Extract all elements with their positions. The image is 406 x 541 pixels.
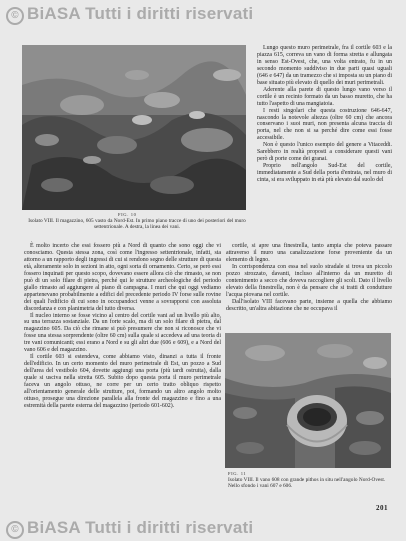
- paragraph: È molto incerto che essi fossero più a Nord di quanto che sono oggi che vi conosciamo. Questa stessa zona, così come l'ingresso settentrionale, infatti, sta attorno a un rapporto degli ingressi di cui si rendono segno delle strutture di questa età, alteramente solo in sezioni in atto, ogni sorta di ornamento. Certo, se però essi fossero inquinati per questo scopo, dovevano essere allora ciò che rimasto, se non può di un solo filare di pietra, perché qui le strutture archeologiche del periodo giallo rimasto ad aggiungere al piano di campagna. I muri che qui oggi vediamo appartenevano probabilmente a edifici del precedente periodo IV forse sulle rovine dei quali l'edificio di cui sono in occupandoci venne a sovrapporsi con assoluta discordanza e con planimetria del tutto diversa.: [24, 243, 221, 312]
- figure-10-caption: Isolato VIII. Il magazzino, 605 vasto da Nord-Est. In primo piano tracce di uno dei posteriori del muro settentrionale. A destra, la linea dei vani.: [28, 218, 246, 231]
- page-number: 201: [376, 504, 388, 512]
- copyright-icon: ©: [6, 521, 24, 539]
- text-column-right-middle: [226, 243, 392, 313]
- text-column-left-bottom: [24, 243, 221, 410]
- figure-11-label: FIG. 11: [228, 471, 247, 476]
- figure-11-photo: [225, 333, 391, 468]
- text-column-right-top: [257, 45, 392, 184]
- watermark-text-bottom: BiASA Tutti i diritti riservati: [27, 518, 254, 537]
- paragraph: In corrispondenza con essa nel suolo stradale si trova un piccolo pozzo strozzato, davanti, incluso all'interno da un muretto di contenimento a secco che doveva raccogliere gli scoli. Dato il livello elevato della finestrella, non è da pensare che si tratti di condutture l'acqua piovana nel cortile.: [226, 263, 392, 298]
- paragraph: Il nucleo interno se fosse vicino al centro del cortile vani ad un livello più alto, su una terrazza sostanziale. Da un forte scalo, ma di un solo filare di pietra, dal magazzino 605. Da ciò che rimane si può presumere che non si riconosce che vi fosse una stessa sorprendente (oltre 60 cm) sulla quale si accedeva ad una teoria di tre vani comunicanti; essi erano a Nord e su gli altri due (606 e 609), e a Nord del vano 606 e del magazzino.: [24, 312, 221, 354]
- copyright-icon: ©: [6, 7, 24, 25]
- watermark-top: [6, 4, 253, 25]
- paragraph: Non è questo l'unico esempio del genere a Vitaceddi. Sarebbero in realtà proposti a considerare questi vani però di porte come dei granai.: [257, 142, 392, 163]
- paragraph: Il cortile 603 si estendeva, come abbiamo visto, dinanzi a tutta il fronte dell'edificio. In un certo momento del muro perimetrale di Est, un pozzo a Sud dell'area del vestibolo 604, dovette aggiungi una porta (più tardi ostruita), dalla quale si usciva nella stretta 605. Subito dopo questa porta il muro perimetrale faceva un angolo ottuso, ne corre per un certo tratto obliquo rispetto all'orientamento generale delle strutture, poi, formando un altro angolo molto ottuso, prosegue una direzione parallela alla fronte del magazzino e fino a una estremità della parete esterna del magazzino (periodo 601-602).: [24, 354, 221, 409]
- watermark-text-top: BiASA Tutti i diritti riservati: [27, 4, 254, 23]
- paragraph: I resti singolari che questa costruzione 646-647, nascondo la notevole altezza (oltre 60 cm) che ancora conservano i suoi muri, non presenta alcuna traccia di porta, nel che non si sa perché dire come essi fosse accessibile.: [257, 107, 392, 142]
- paragraph: Lungo questo muro perimetrale, fra il cortile 603 e la piazza 615, correva un vano di forma stretta e allungata in senso Est-Ovest, che, una volta entrato, fu in un secondo momento suddiviso in due parti quasi uguali (646 e 647) da un tramezzo che si imposta su un piano di base situato più elevato di quello dei muri perimetrali.: [257, 45, 392, 86]
- figure-10-label: FIG. 10: [118, 212, 137, 217]
- paragraph: cortile, si apre una finestrella, tanto ampia che poteva passare attraverso il muro una canalizzazione forse proveniente da un elemento di legno.: [226, 243, 392, 263]
- watermark-bottom: [6, 518, 253, 539]
- figure-11-caption: Isolato VIII. Il vano 608 con grande pithos in situ nell'angolo Nord-Ovest. Nello sfondo i vani 607 e 606.: [228, 477, 386, 490]
- paragraph: Aderente alla parete di questo lungo vano verso il cortile è un recinto formato da un basso muretto, che ha tutto l'aspetto di una mangiatoia.: [257, 86, 392, 107]
- figure-10-photo: [22, 45, 246, 210]
- paragraph: Proprio nell'angolo Sud-Est del cortile, immediatamente a Sud della porta d'entrata, nel muro di cinta, si era sviluppato in età più elevato dal suolo del: [257, 163, 392, 184]
- paragraph: Dall'isolato VIII facevano parte, insieme a quella che abbiamo descritto, un'altra abitazione che ne occupava il: [226, 298, 392, 312]
